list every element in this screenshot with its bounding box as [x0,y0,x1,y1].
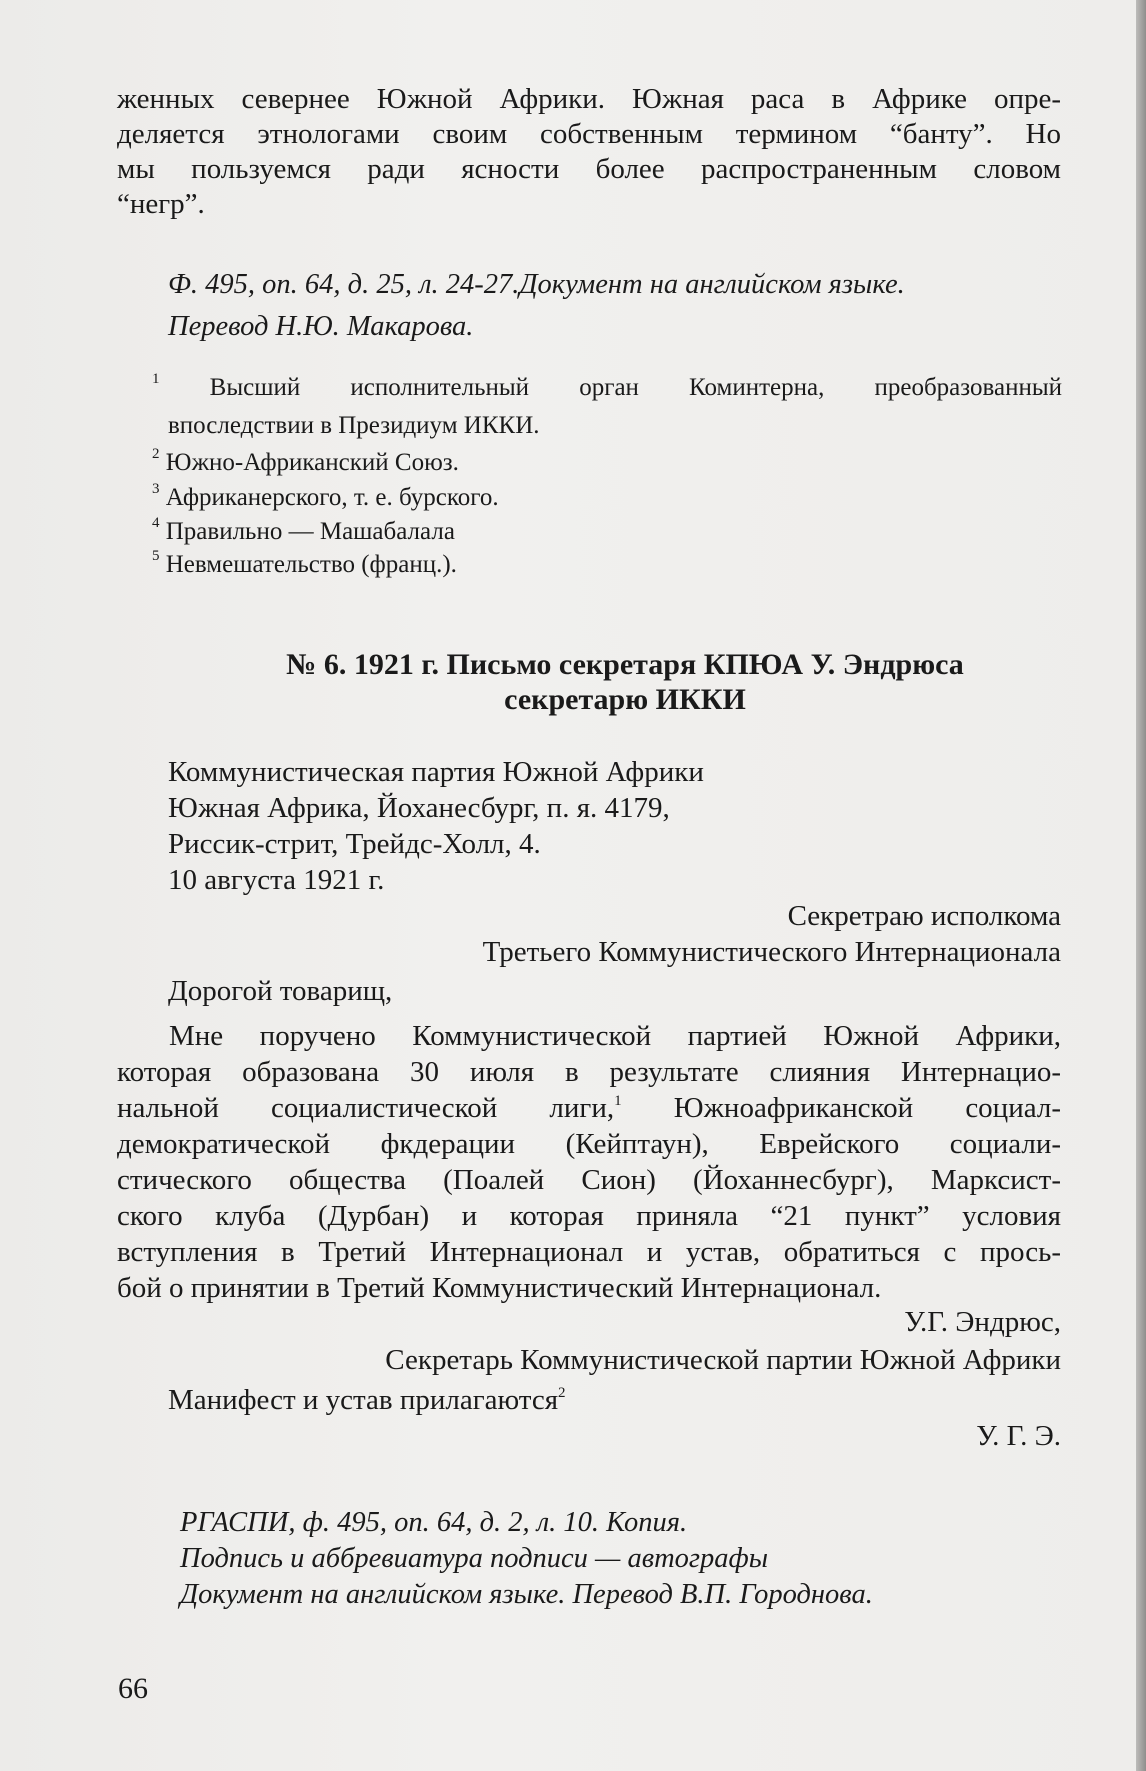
footnote-5 [152,549,1052,581]
document-heading-line-1: № 6. 1921 г. Письмо секретаря КПЮА У. Эндрюса [286,648,964,681]
footnote-text: Южно-Африканский Союз. [165,449,459,476]
source-line: Ф. 495, оп. 64, д. 25, л. 24-27.Документ на английском языке. [168,269,905,300]
sender-address [168,754,1112,898]
footnote-ref: 1 [614,1093,622,1109]
address-line: Коммунистическая партия Южной Африки [168,756,704,788]
text-line: “негр”. [117,188,205,220]
source-line: РГАСПИ, ф. 495, оп. 64, д. 2, л. 10. Копия. [180,1507,688,1538]
source-line: Документ на английском языке. Перевод В.П. Городнова. [180,1579,873,1610]
signature: У.Г. Эндрюс, [904,1306,1061,1338]
signature-title: Секретарь Коммунистической партии Южной Африки [385,1344,1061,1376]
document-heading-line-2: секретарю ИККИ [504,683,746,716]
page-edge-shadow [1136,0,1146,1771]
body-line: бой о принятии в Третий Коммунистический Интернационал. [117,1272,882,1304]
footnote-number: 1 [152,371,160,387]
address-line: Южная Африка, Йоханесбург, п. я. 4179, [168,792,670,824]
addressee-line: Третьего Коммунистического Интернационала [482,936,1061,968]
addressee-line: Секретраю исполкома [787,900,1061,932]
footnote-ref: 2 [558,1385,566,1401]
footnote-3 [152,482,1052,514]
page-number: 66 [118,1672,148,1705]
letter-date: 10 августа 1921 г. [168,864,385,896]
text-line: женных севернее Южной Африки. Южная раса в Африке опре- [117,83,1061,115]
archival-source-2 [180,1505,1060,1613]
address-line: Риссик-стрит, Трейдс-Холл, 4. [168,828,541,860]
body-line: ского клуба (Дурбан) и которая приняла “21 пункт” условия [117,1200,1061,1232]
addressee [117,898,1061,970]
footnote-number: 2 [152,446,160,462]
body-line: Мне поручено Коммунистической партией Южной Африки, [169,1020,1061,1052]
footnote-1 [152,372,1062,404]
attachment-note: Манифест и устав прилагаются$^2$ [168,1384,566,1416]
source-line: Подпись и аббревиатура подписи — автографы [180,1543,769,1574]
greeting: Дорогой товарищ, [168,975,393,1007]
footnote-number: 3 [152,481,160,497]
body-line: которая образована 30 июля в результате слияния Интернацио- [117,1056,1061,1088]
body-line: демократической фкдерации (Кейптаун), Еврейского социали- [117,1128,1061,1160]
footnote-text: Правильно — Машабалала [165,518,455,545]
footnote-1-continuation: впоследствии в Президиум ИККИ. [168,412,540,439]
footnote-number: 4 [152,515,160,531]
initials: У. Г. Э. [976,1420,1061,1452]
body-line: стического общества (Поалей Сион) (Йоханнесбург), Марксист- [117,1164,1061,1196]
text-line: мы пользуемся ради ясности более распространенным словом [117,153,1061,185]
footnote-2 [152,447,1052,479]
letter-body [117,1018,1061,1306]
source-line: Перевод Н.Ю. Макарова. [168,311,474,342]
body-line: вступления в Третий Интернационал и устав, обратиться с прось- [117,1236,1061,1268]
text-line: деляется этнологами своим собственным термином “банту”. Но [117,118,1061,150]
footnote-number: 5 [152,548,160,564]
footnote-text: Высший исполнительный орган Коминтерна, преобразованный [209,374,1062,401]
footnote-text: Невмешательство (франц.). [165,551,457,578]
paragraph-continuation [117,82,1061,222]
footnote-4 [152,516,1052,548]
body-line: нальной социалистической лиги,$^1$ Южноафриканской социал- [117,1092,1061,1124]
footnote-text: Африканерского, т. е. бурского. [165,484,499,511]
archival-source [168,264,1061,348]
